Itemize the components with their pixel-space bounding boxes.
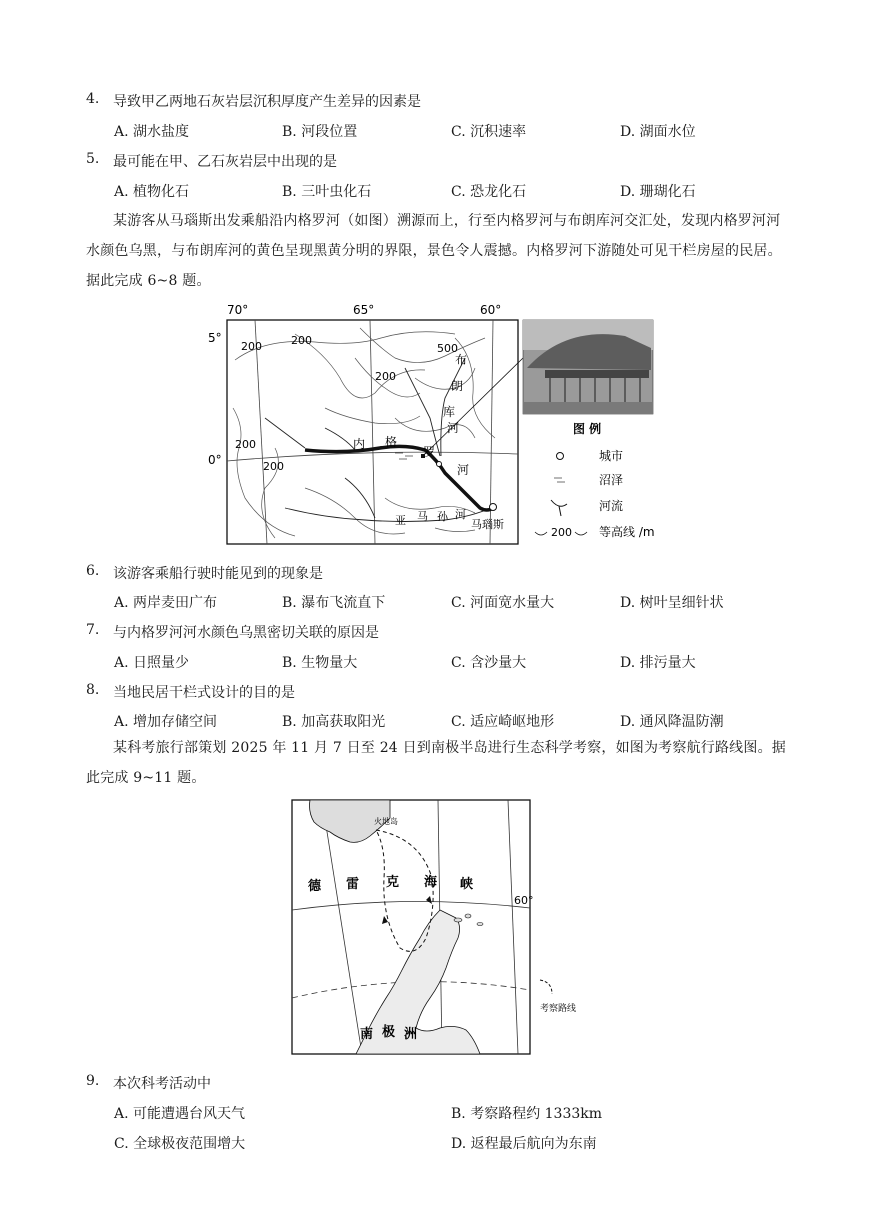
- antarctica-char-1: 南: [360, 1027, 374, 1042]
- q6-option-d: D. 树叶呈细针状: [620, 595, 724, 611]
- negro-river-map: [205, 298, 665, 548]
- legend-river-label: 河流: [599, 499, 624, 513]
- q5-option-d: D. 珊瑚化石: [620, 184, 696, 200]
- city-manaus-marker: [490, 504, 497, 511]
- contour-label-5: 200: [235, 438, 256, 451]
- lon-label-65: 65°: [353, 303, 375, 317]
- negro-river-main: [305, 446, 493, 510]
- amazon-char-2: 马: [417, 510, 428, 523]
- drake-char-4: 海: [424, 875, 438, 890]
- graticule: [227, 320, 518, 544]
- question-5-stem: 最可能在甲、乙石灰岩层中出现的是: [113, 154, 337, 170]
- legend-route-label: 考察路线: [540, 1004, 577, 1014]
- drake-char-5: 峡: [460, 877, 474, 892]
- city-label-manaus: 马瑙斯: [471, 518, 504, 531]
- q7-option-a: A. 日照量少: [114, 655, 190, 671]
- lon-label-60: 60°: [480, 303, 502, 317]
- lat-label-0: 0°: [208, 453, 222, 467]
- antarctic-peninsula-land: [356, 910, 480, 1054]
- q4-option-b: B. 河段位置: [282, 124, 358, 140]
- q9-option-c: C. 全球极夜范围增大: [114, 1136, 246, 1152]
- q6-option-a: A. 两岸麦田广布: [114, 595, 218, 611]
- antarctic-route-map: [290, 798, 590, 1058]
- legend-contour-label: 等高线 /m: [599, 525, 655, 539]
- question-4-stem: 导致甲乙两地石灰岩层沉积厚度产生差异的因素是: [113, 94, 421, 110]
- question-6-number: 6.: [86, 563, 100, 579]
- legend-route-icon: [540, 980, 552, 994]
- q4-option-c: C. 沉积速率: [451, 124, 527, 140]
- q8-option-a: A. 增加存储空间: [114, 714, 218, 730]
- legend-contour-icon-right: [575, 532, 587, 535]
- q9-option-b: B. 考察路程约 1333km: [451, 1106, 603, 1122]
- contour-label-4: 200: [375, 370, 396, 383]
- drake-char-2: 雷: [346, 877, 360, 892]
- passage-negro-river: 某游客从马瑙斯出发乘船沿内格罗河（如图）溯源而上，行至内格罗河与布朗库河交汇处，发现内格罗河河水颜色乌黑，与布朗库河的黄色呈现黑黄分明的界限，景色令人震撼。内格罗河下游随处可见干栏房屋的民居。据此完成 6~8 题。: [86, 213, 782, 289]
- route-arrow-1: [426, 896, 432, 904]
- negro-char-3: 罗: [423, 445, 436, 459]
- q6-option-b: B. 瀑布飞流直下: [282, 595, 386, 611]
- legend-city-icon: [557, 453, 564, 460]
- question-4-number: 4.: [86, 91, 100, 107]
- question-5-number: 5.: [86, 151, 100, 167]
- photo-pointer-line: [425, 358, 523, 454]
- branco-char-2: 朗: [451, 379, 464, 393]
- city-confluence-marker: [437, 462, 442, 467]
- q9-option-d: D. 返程最后航向为东南: [451, 1136, 597, 1152]
- amazon-char-3: 孙: [437, 510, 448, 523]
- drake-char-1: 德: [308, 879, 322, 894]
- question-7-stem: 与内格罗河河水颜色乌黑密切关联的原因是: [113, 625, 379, 641]
- legend-swamp-icon: [554, 478, 565, 482]
- question-9-number: 9.: [86, 1073, 100, 1089]
- question-8-number: 8.: [86, 682, 100, 698]
- q5-option-b: B. 三叶虫化石: [282, 184, 372, 200]
- antarctica-char-2: 极: [382, 1025, 396, 1040]
- q8-option-d: D. 通风降温防潮: [620, 714, 724, 730]
- antarctica-char-3: 洲: [404, 1027, 418, 1042]
- question-8-stem: 当地民居干栏式设计的目的是: [113, 685, 295, 701]
- drake-char-3: 克: [386, 875, 400, 890]
- label-tierra-del-fuego: 火地岛: [374, 817, 398, 826]
- legend-city-label: 城市: [599, 449, 624, 463]
- stilt-house-photo: [523, 320, 653, 414]
- negro-char-1: 内: [353, 437, 366, 451]
- q4-option-d: D. 湖面水位: [620, 124, 696, 140]
- q5-option-c: C. 恐龙化石: [451, 184, 527, 200]
- branco-char-3: 库: [443, 405, 456, 419]
- negro-char-2: 格: [385, 435, 398, 449]
- contour-label-1: 200: [241, 340, 262, 353]
- q7-option-c: C. 含沙量大: [451, 655, 527, 671]
- negro-char-4: 河: [457, 463, 470, 477]
- amazon-char-4: 河: [455, 508, 466, 521]
- passage-antarctic-trip: 某科考旅行部策划 2025 年 11 月 7 日至 24 日到南极半岛进行生态科学考察，如图为考察航行路线图。据此完成 9~11 题。: [86, 740, 786, 786]
- q5-option-a: A. 植物化石: [114, 184, 190, 200]
- contour-label-2: 200: [291, 334, 312, 347]
- legend-river-icon: [551, 500, 567, 516]
- q9-option-a: A. 可能遭遇台风天气: [114, 1106, 246, 1122]
- lon-label-70: 70°: [227, 303, 249, 317]
- legend-contour-icon-left: [535, 532, 547, 535]
- swamp-area: [395, 453, 413, 459]
- amazon-char-1: 亚: [395, 514, 406, 527]
- branco-char-1: 布: [455, 353, 468, 367]
- lat-label-5: 5°: [208, 331, 222, 345]
- question-7-number: 7.: [86, 622, 100, 638]
- q4-option-a: A. 湖水盐度: [114, 124, 190, 140]
- question-9-stem: 本次科考活动中: [113, 1076, 211, 1092]
- legend-title: 图 例: [573, 422, 602, 436]
- q7-option-d: D. 排污量大: [620, 655, 696, 671]
- legend-contour-value: 200: [551, 526, 572, 539]
- q7-option-b: B. 生物量大: [282, 655, 358, 671]
- branco-char-4: 河: [447, 421, 460, 435]
- question-6-stem: 该游客乘船行驶时能见到的现象是: [113, 566, 323, 582]
- contour-label-6: 200: [263, 460, 284, 473]
- q8-option-b: B. 加高获取阳光: [282, 714, 386, 730]
- q6-option-c: C. 河面宽水量大: [451, 595, 555, 611]
- lat-label-60: 60°: [514, 894, 534, 907]
- legend-swamp-label: 沼泽: [599, 473, 624, 487]
- contour-label-3: 500: [437, 342, 458, 355]
- q8-option-c: C. 适应崎岖地形: [451, 714, 555, 730]
